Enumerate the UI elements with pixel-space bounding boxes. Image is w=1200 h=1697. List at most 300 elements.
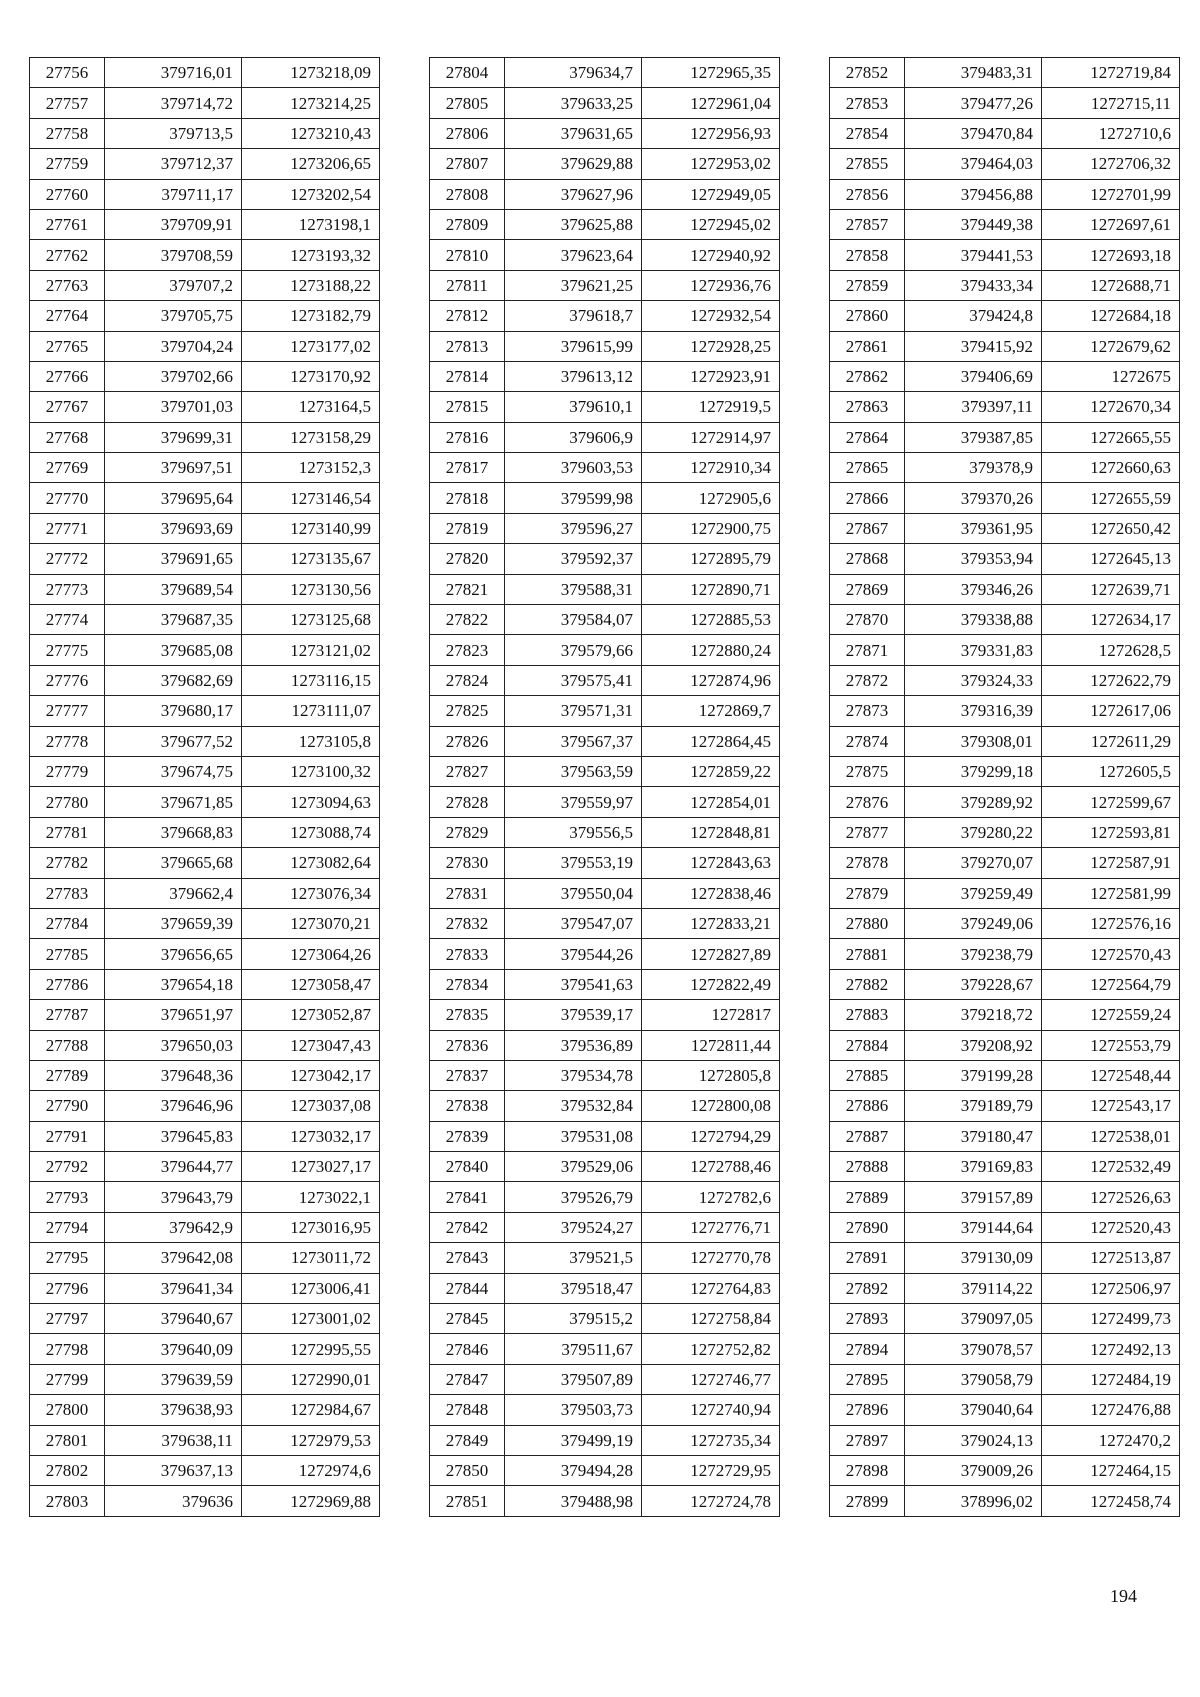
point-id-cell: 27838 (430, 1091, 505, 1121)
point-id-cell: 27832 (430, 908, 505, 938)
y-coordinate-cell: 1272564,79 (1042, 969, 1180, 999)
point-id-cell: 27875 (830, 756, 905, 786)
table-row (830, 270, 1180, 300)
table-row (30, 331, 380, 361)
x-coordinate-cell: 379650,03 (105, 1030, 242, 1060)
x-coordinate-cell: 379169,83 (905, 1152, 1042, 1182)
x-coordinate-cell: 379695,64 (105, 483, 242, 513)
point-id-cell: 27828 (430, 787, 505, 817)
table-row (30, 301, 380, 331)
x-coordinate-cell: 379078,57 (905, 1334, 1042, 1364)
table-row (830, 301, 1180, 331)
point-id-cell: 27860 (830, 301, 905, 331)
table-row (30, 1486, 380, 1516)
y-coordinate-cell: 1273193,32 (242, 240, 380, 270)
table-row (430, 848, 780, 878)
y-coordinate-cell: 1272506,97 (1042, 1273, 1180, 1303)
x-coordinate-cell: 379662,4 (105, 878, 242, 908)
point-id-cell: 27764 (30, 301, 105, 331)
point-id-cell: 27868 (830, 544, 905, 574)
y-coordinate-cell: 1273100,32 (242, 756, 380, 786)
x-coordinate-cell: 379613,12 (505, 361, 642, 391)
point-id-cell: 27805 (430, 88, 505, 118)
y-coordinate-cell: 1272593,81 (1042, 817, 1180, 847)
point-id-cell: 27874 (830, 726, 905, 756)
table-row (830, 422, 1180, 452)
table-row (30, 1121, 380, 1151)
point-id-cell: 27862 (830, 361, 905, 391)
x-coordinate-cell: 379646,96 (105, 1091, 242, 1121)
y-coordinate-cell: 1272895,79 (642, 544, 780, 574)
x-coordinate-cell: 379308,01 (905, 726, 1042, 756)
x-coordinate-cell: 379346,26 (905, 574, 1042, 604)
x-coordinate-cell: 379144,64 (905, 1212, 1042, 1242)
y-coordinate-cell: 1272979,53 (242, 1425, 380, 1455)
point-id-cell: 27821 (430, 574, 505, 604)
point-id-cell: 27803 (30, 1486, 105, 1516)
table-row (30, 1091, 380, 1121)
y-coordinate-cell: 1273011,72 (242, 1243, 380, 1273)
x-coordinate-cell: 379641,34 (105, 1273, 242, 1303)
x-coordinate-cell: 379157,89 (905, 1182, 1042, 1212)
table-row (30, 696, 380, 726)
table-row (430, 331, 780, 361)
x-coordinate-cell: 379180,47 (905, 1121, 1042, 1151)
x-coordinate-cell: 379592,37 (505, 544, 642, 574)
table-row (430, 817, 780, 847)
point-id-cell: 27804 (430, 58, 505, 88)
table-row (830, 939, 1180, 969)
point-id-cell: 27888 (830, 1152, 905, 1182)
y-coordinate-cell: 1272965,35 (642, 58, 780, 88)
x-coordinate-cell: 379610,1 (505, 392, 642, 422)
y-coordinate-cell: 1273076,34 (242, 878, 380, 908)
y-coordinate-cell: 1272650,42 (1042, 513, 1180, 543)
x-coordinate-cell: 379259,49 (905, 878, 1042, 908)
table-row (30, 756, 380, 786)
y-coordinate-cell: 1272910,34 (642, 453, 780, 483)
y-coordinate-cell: 1272484,19 (1042, 1364, 1180, 1394)
table-row (30, 1334, 380, 1364)
x-coordinate-cell: 379596,27 (505, 513, 642, 543)
x-coordinate-cell: 379625,88 (505, 209, 642, 239)
y-coordinate-cell: 1272670,34 (1042, 392, 1180, 422)
table-row (30, 878, 380, 908)
x-coordinate-cell: 379009,26 (905, 1455, 1042, 1485)
y-coordinate-cell: 1272553,79 (1042, 1030, 1180, 1060)
x-coordinate-cell: 379639,59 (105, 1364, 242, 1394)
table-row (30, 1395, 380, 1425)
table-row (30, 1182, 380, 1212)
table-row (30, 574, 380, 604)
y-coordinate-cell: 1272715,11 (1042, 88, 1180, 118)
x-coordinate-cell: 379338,88 (905, 605, 1042, 635)
x-coordinate-cell: 379556,5 (505, 817, 642, 847)
table-row (30, 149, 380, 179)
x-coordinate-cell: 379406,69 (905, 361, 1042, 391)
table-row (30, 1060, 380, 1090)
point-id-cell: 27851 (430, 1486, 505, 1516)
table-row (430, 605, 780, 635)
point-id-cell: 27784 (30, 908, 105, 938)
x-coordinate-cell: 379640,67 (105, 1304, 242, 1334)
point-id-cell: 27839 (430, 1121, 505, 1151)
x-coordinate-cell: 379470,84 (905, 118, 1042, 148)
point-id-cell: 27858 (830, 240, 905, 270)
y-coordinate-cell: 1272923,91 (642, 361, 780, 391)
y-coordinate-cell: 1273088,74 (242, 817, 380, 847)
point-id-cell: 27830 (430, 848, 505, 878)
table-row (30, 544, 380, 574)
table-row (830, 878, 1180, 908)
point-id-cell: 27766 (30, 361, 105, 391)
x-coordinate-cell: 379449,38 (905, 209, 1042, 239)
point-id-cell: 27876 (830, 787, 905, 817)
point-id-cell: 27814 (430, 361, 505, 391)
table-row (430, 270, 780, 300)
point-id-cell: 27877 (830, 817, 905, 847)
x-coordinate-cell: 379316,39 (905, 696, 1042, 726)
point-id-cell: 27792 (30, 1152, 105, 1182)
point-id-cell: 27894 (830, 1334, 905, 1364)
y-coordinate-cell: 1273042,17 (242, 1060, 380, 1090)
point-id-cell: 27776 (30, 665, 105, 695)
table-row (30, 1455, 380, 1485)
y-coordinate-cell: 1272949,05 (642, 179, 780, 209)
table-row (430, 696, 780, 726)
table-row (30, 1000, 380, 1030)
y-coordinate-cell: 1272470,2 (1042, 1425, 1180, 1455)
table-row (830, 209, 1180, 239)
x-coordinate-cell: 379477,26 (905, 88, 1042, 118)
table-row (830, 696, 1180, 726)
y-coordinate-cell: 1273140,99 (242, 513, 380, 543)
x-coordinate-cell: 379361,95 (905, 513, 1042, 543)
point-id-cell: 27886 (830, 1091, 905, 1121)
y-coordinate-cell: 1272838,46 (642, 878, 780, 908)
point-id-cell: 27782 (30, 848, 105, 878)
x-coordinate-cell: 379668,83 (105, 817, 242, 847)
point-id-cell: 27824 (430, 665, 505, 695)
x-coordinate-cell: 379494,28 (505, 1455, 642, 1485)
coordinate-table-3 (829, 57, 1180, 1517)
y-coordinate-cell: 1272869,7 (642, 696, 780, 726)
point-id-cell: 27889 (830, 1182, 905, 1212)
x-coordinate-cell: 379324,33 (905, 665, 1042, 695)
x-coordinate-cell: 379697,51 (105, 453, 242, 483)
x-coordinate-cell: 379618,7 (505, 301, 642, 331)
table-row (430, 1060, 780, 1090)
table-row (830, 513, 1180, 543)
point-id-cell: 27759 (30, 149, 105, 179)
table-row (30, 908, 380, 938)
table-row (30, 939, 380, 969)
y-coordinate-cell: 1273152,3 (242, 453, 380, 483)
point-id-cell: 27787 (30, 1000, 105, 1030)
y-coordinate-cell: 1272746,77 (642, 1364, 780, 1394)
x-coordinate-cell: 379579,66 (505, 635, 642, 665)
table-row (430, 1182, 780, 1212)
table-row (430, 1152, 780, 1182)
table-row (830, 240, 1180, 270)
table-row (430, 969, 780, 999)
y-coordinate-cell: 1272634,17 (1042, 605, 1180, 635)
x-coordinate-cell: 379636 (105, 1486, 242, 1516)
point-id-cell: 27786 (30, 969, 105, 999)
point-id-cell: 27820 (430, 544, 505, 574)
table-row (830, 361, 1180, 391)
point-id-cell: 27810 (430, 240, 505, 270)
x-coordinate-cell: 379627,96 (505, 179, 642, 209)
table-row (30, 635, 380, 665)
point-id-cell: 27763 (30, 270, 105, 300)
y-coordinate-cell: 1272611,29 (1042, 726, 1180, 756)
table-row (430, 939, 780, 969)
x-coordinate-cell: 379499,19 (505, 1425, 642, 1455)
point-id-cell: 27899 (830, 1486, 905, 1516)
y-coordinate-cell: 1273016,95 (242, 1212, 380, 1242)
point-id-cell: 27760 (30, 179, 105, 209)
table-row (430, 1273, 780, 1303)
y-coordinate-cell: 1272752,82 (642, 1334, 780, 1364)
point-id-cell: 27843 (430, 1243, 505, 1273)
point-id-cell: 27771 (30, 513, 105, 543)
y-coordinate-cell: 1273135,67 (242, 544, 380, 574)
x-coordinate-cell: 379707,2 (105, 270, 242, 300)
point-id-cell: 27827 (430, 756, 505, 786)
point-id-cell: 27884 (830, 1030, 905, 1060)
table-row (30, 1030, 380, 1060)
point-id-cell: 27801 (30, 1425, 105, 1455)
x-coordinate-cell: 378996,02 (905, 1486, 1042, 1516)
point-id-cell: 27775 (30, 635, 105, 665)
y-coordinate-cell: 1272848,81 (642, 817, 780, 847)
table-row (30, 817, 380, 847)
y-coordinate-cell: 1273210,43 (242, 118, 380, 148)
y-coordinate-cell: 1272788,46 (642, 1152, 780, 1182)
y-coordinate-cell: 1273006,41 (242, 1273, 380, 1303)
point-id-cell: 27779 (30, 756, 105, 786)
point-id-cell: 27853 (830, 88, 905, 118)
point-id-cell: 27855 (830, 149, 905, 179)
x-coordinate-cell: 379656,65 (105, 939, 242, 969)
y-coordinate-cell: 1273158,29 (242, 422, 380, 452)
y-coordinate-cell: 1272932,54 (642, 301, 780, 331)
table-row (30, 1212, 380, 1242)
point-id-cell: 27895 (830, 1364, 905, 1394)
table-row (430, 1455, 780, 1485)
x-coordinate-cell: 379648,36 (105, 1060, 242, 1090)
table-row (430, 513, 780, 543)
point-id-cell: 27831 (430, 878, 505, 908)
y-coordinate-cell: 1272874,96 (642, 665, 780, 695)
point-id-cell: 27879 (830, 878, 905, 908)
point-id-cell: 27865 (830, 453, 905, 483)
x-coordinate-cell: 379615,99 (505, 331, 642, 361)
x-coordinate-cell: 379629,88 (505, 149, 642, 179)
table-row (830, 58, 1180, 88)
point-id-cell: 27811 (430, 270, 505, 300)
x-coordinate-cell: 379563,59 (505, 756, 642, 786)
table-row (430, 1212, 780, 1242)
table-row (830, 1364, 1180, 1394)
x-coordinate-cell: 379671,85 (105, 787, 242, 817)
point-id-cell: 27809 (430, 209, 505, 239)
coordinate-table-1 (29, 57, 380, 1517)
x-coordinate-cell: 379651,97 (105, 1000, 242, 1030)
x-coordinate-cell: 379623,64 (505, 240, 642, 270)
x-coordinate-cell: 379024,13 (905, 1425, 1042, 1455)
table-row (830, 88, 1180, 118)
table-row (30, 422, 380, 452)
point-id-cell: 27788 (30, 1030, 105, 1060)
y-coordinate-cell: 1272811,44 (642, 1030, 780, 1060)
x-coordinate-cell: 379712,37 (105, 149, 242, 179)
x-coordinate-cell: 379588,31 (505, 574, 642, 604)
y-coordinate-cell: 1272740,94 (642, 1395, 780, 1425)
table-row (430, 209, 780, 239)
table-row (30, 848, 380, 878)
y-coordinate-cell: 1272684,18 (1042, 301, 1180, 331)
point-id-cell: 27866 (830, 483, 905, 513)
x-coordinate-cell: 379270,07 (905, 848, 1042, 878)
point-id-cell: 27869 (830, 574, 905, 604)
x-coordinate-cell: 379705,75 (105, 301, 242, 331)
y-coordinate-cell: 1272833,21 (642, 908, 780, 938)
table-row (30, 88, 380, 118)
x-coordinate-cell: 379433,34 (905, 270, 1042, 300)
x-coordinate-cell: 379689,54 (105, 574, 242, 604)
x-coordinate-cell: 379058,79 (905, 1364, 1042, 1394)
point-id-cell: 27767 (30, 392, 105, 422)
y-coordinate-cell: 1272776,71 (642, 1212, 780, 1242)
point-id-cell: 27757 (30, 88, 105, 118)
x-coordinate-cell: 379536,89 (505, 1030, 642, 1060)
x-coordinate-cell: 379464,03 (905, 149, 1042, 179)
point-id-cell: 27795 (30, 1243, 105, 1273)
table-row (430, 635, 780, 665)
x-coordinate-cell: 379415,92 (905, 331, 1042, 361)
point-id-cell: 27807 (430, 149, 505, 179)
x-coordinate-cell: 379218,72 (905, 1000, 1042, 1030)
x-coordinate-cell: 379521,5 (505, 1243, 642, 1273)
x-coordinate-cell: 379531,08 (505, 1121, 642, 1151)
y-coordinate-cell: 1272880,24 (642, 635, 780, 665)
table-row (30, 605, 380, 635)
point-id-cell: 27816 (430, 422, 505, 452)
y-coordinate-cell: 1272974,6 (242, 1455, 380, 1485)
table-row (830, 1152, 1180, 1182)
point-id-cell: 27880 (830, 908, 905, 938)
y-coordinate-cell: 1272532,49 (1042, 1152, 1180, 1182)
y-coordinate-cell: 1272961,04 (642, 88, 780, 118)
point-id-cell: 27849 (430, 1425, 505, 1455)
table-row (830, 1000, 1180, 1030)
y-coordinate-cell: 1273214,25 (242, 88, 380, 118)
x-coordinate-cell: 379634,7 (505, 58, 642, 88)
x-coordinate-cell: 379228,67 (905, 969, 1042, 999)
table-row (30, 58, 380, 88)
point-id-cell: 27856 (830, 179, 905, 209)
x-coordinate-cell: 379483,31 (905, 58, 1042, 88)
x-coordinate-cell: 379507,89 (505, 1364, 642, 1394)
table-row (430, 422, 780, 452)
y-coordinate-cell: 1272822,49 (642, 969, 780, 999)
x-coordinate-cell: 379559,97 (505, 787, 642, 817)
y-coordinate-cell: 1272660,63 (1042, 453, 1180, 483)
y-coordinate-cell: 1273082,64 (242, 848, 380, 878)
point-id-cell: 27781 (30, 817, 105, 847)
table-row (30, 787, 380, 817)
y-coordinate-cell: 1272665,55 (1042, 422, 1180, 452)
table-row (30, 179, 380, 209)
point-id-cell: 27848 (430, 1395, 505, 1425)
table-row (430, 1121, 780, 1151)
y-coordinate-cell: 1272928,25 (642, 331, 780, 361)
point-id-cell: 27808 (430, 179, 505, 209)
table-row (830, 179, 1180, 209)
y-coordinate-cell: 1273188,22 (242, 270, 380, 300)
x-coordinate-cell: 379299,18 (905, 756, 1042, 786)
x-coordinate-cell: 379280,22 (905, 817, 1042, 847)
x-coordinate-cell: 379249,06 (905, 908, 1042, 938)
y-coordinate-cell: 1272570,43 (1042, 939, 1180, 969)
table-row (830, 756, 1180, 786)
table-row (830, 1091, 1180, 1121)
y-coordinate-cell: 1272995,55 (242, 1334, 380, 1364)
point-id-cell: 27818 (430, 483, 505, 513)
y-coordinate-cell: 1272905,6 (642, 483, 780, 513)
y-coordinate-cell: 1272817 (642, 1000, 780, 1030)
point-id-cell: 27778 (30, 726, 105, 756)
table-row (830, 574, 1180, 604)
y-coordinate-cell: 1272538,01 (1042, 1121, 1180, 1151)
table-row (830, 787, 1180, 817)
y-coordinate-cell: 1272956,93 (642, 118, 780, 148)
point-id-cell: 27794 (30, 1212, 105, 1242)
point-id-cell: 27893 (830, 1304, 905, 1334)
x-coordinate-cell: 379575,41 (505, 665, 642, 695)
y-coordinate-cell: 1273198,1 (242, 209, 380, 239)
point-id-cell: 27833 (430, 939, 505, 969)
table-row (430, 574, 780, 604)
point-id-cell: 27835 (430, 1000, 505, 1030)
table-row (430, 756, 780, 786)
x-coordinate-cell: 379637,13 (105, 1455, 242, 1485)
y-coordinate-cell: 1273027,17 (242, 1152, 380, 1182)
point-id-cell: 27883 (830, 1000, 905, 1030)
y-coordinate-cell: 1272476,88 (1042, 1395, 1180, 1425)
table-row (30, 1425, 380, 1455)
x-coordinate-cell: 379659,39 (105, 908, 242, 938)
table-row (30, 1364, 380, 1394)
table-row (830, 149, 1180, 179)
x-coordinate-cell: 379701,03 (105, 392, 242, 422)
point-id-cell: 27797 (30, 1304, 105, 1334)
y-coordinate-cell: 1272919,5 (642, 392, 780, 422)
y-coordinate-cell: 1273130,56 (242, 574, 380, 604)
x-coordinate-cell: 379665,68 (105, 848, 242, 878)
y-coordinate-cell: 1272645,13 (1042, 544, 1180, 574)
point-id-cell: 27841 (430, 1182, 505, 1212)
point-id-cell: 27812 (430, 301, 505, 331)
table-row (430, 1334, 780, 1364)
y-coordinate-cell: 1272464,15 (1042, 1455, 1180, 1485)
y-coordinate-cell: 1273218,09 (242, 58, 380, 88)
x-coordinate-cell: 379424,8 (905, 301, 1042, 331)
point-id-cell: 27761 (30, 209, 105, 239)
point-id-cell: 27800 (30, 1395, 105, 1425)
